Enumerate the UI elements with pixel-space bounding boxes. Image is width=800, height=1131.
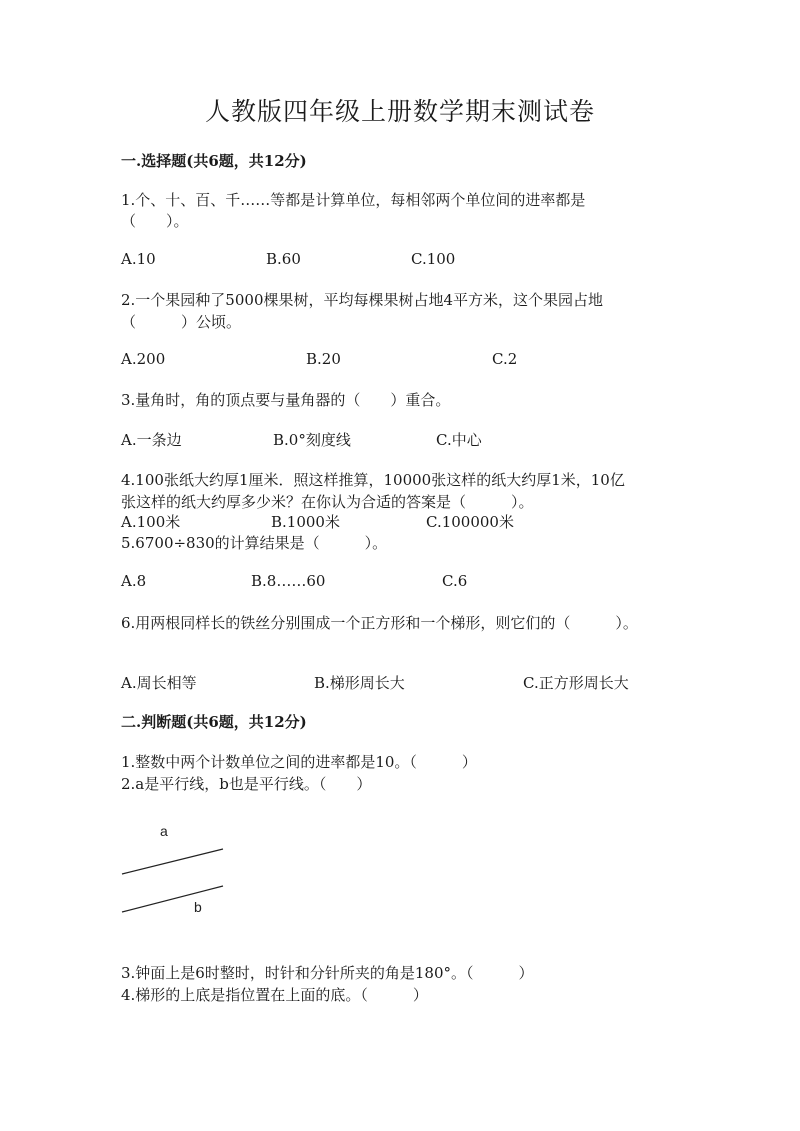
judgment-1: 1.整数中两个计数单位之间的进率都是10。（ ）: [121, 753, 477, 771]
label-a: a: [160, 823, 168, 839]
question-2-line2: （ ）公顷。: [121, 313, 242, 331]
question-6-option-a: A.周长相等: [121, 674, 197, 692]
question-5-option-b: B.8……60: [251, 572, 326, 590]
question-2-option-c: C.2: [492, 350, 518, 368]
question-1-option-b: B.60: [266, 250, 301, 268]
question-6-option-b: B.梯形周长大: [314, 674, 405, 692]
judgment-4: 4.梯形的上底是指位置在上面的底。（ ）: [121, 986, 428, 1004]
page-title: 人教版四年级上册数学期末测试卷: [204, 97, 595, 126]
question-4-line2: 张这样的纸大约厚多少米？在你认为合适的答案是（ ）。: [121, 493, 534, 511]
line-a: [122, 849, 223, 874]
line-b: [122, 886, 223, 912]
section-heading-choice: 一.选择题(共6题，共12分): [121, 152, 307, 170]
question-1-option-c: C.100: [411, 250, 456, 268]
judgment-2: 2.a是平行线，b也是平行线。（ ）: [121, 775, 372, 793]
question-2-line1: 2.一个果园种了5000棵果树，平均每棵果树占地4平方米，这个果园占地: [121, 291, 604, 309]
question-4-line1: 4.100张纸大约厚1厘米．照这样推算，10000张这样的纸大约厚1米，10亿: [121, 471, 625, 489]
question-2-option-b: B.20: [306, 350, 341, 368]
question-3-option-a: A.一条边: [121, 431, 182, 449]
question-2-option-a: A.200: [121, 350, 166, 368]
question-1-line2: （ ）。: [121, 212, 189, 230]
question-5-option-c: C.6: [442, 572, 468, 590]
question-3-option-b: B.0°刻度线: [273, 431, 351, 449]
question-5-line1: 5.6700÷830的计算结果是（ ）。: [121, 534, 388, 552]
parallel-lines-figure: [110, 815, 240, 925]
question-3-option-c: C.中心: [436, 431, 482, 449]
question-6-line1: 6.用两根同样长的铁丝分别围成一个正方形和一个梯形，则它们的（ ）。: [121, 614, 638, 632]
question-4-option-b: B.1000米: [271, 513, 340, 531]
question-5-option-a: A.8: [121, 572, 147, 590]
question-4-option-c: C.100000米: [426, 513, 514, 531]
question-1-line1: 1.个、十、百、千……等都是计算单位，每相邻两个单位间的进率都是: [121, 191, 586, 209]
question-1-option-a: A.10: [121, 250, 156, 268]
judgment-3: 3.钟面上是6时整时，时针和分针所夹的角是180°。（ ）: [121, 964, 534, 982]
question-6-option-c: C.正方形周长大: [523, 674, 629, 692]
section-heading-judgment: 二.判断题(共6题，共12分): [121, 713, 307, 731]
question-3-line1: 3.量角时，角的顶点要与量角器的（ ）重合。: [121, 391, 451, 409]
label-b: b: [194, 899, 202, 915]
question-4-option-a: A.100米: [121, 513, 181, 531]
